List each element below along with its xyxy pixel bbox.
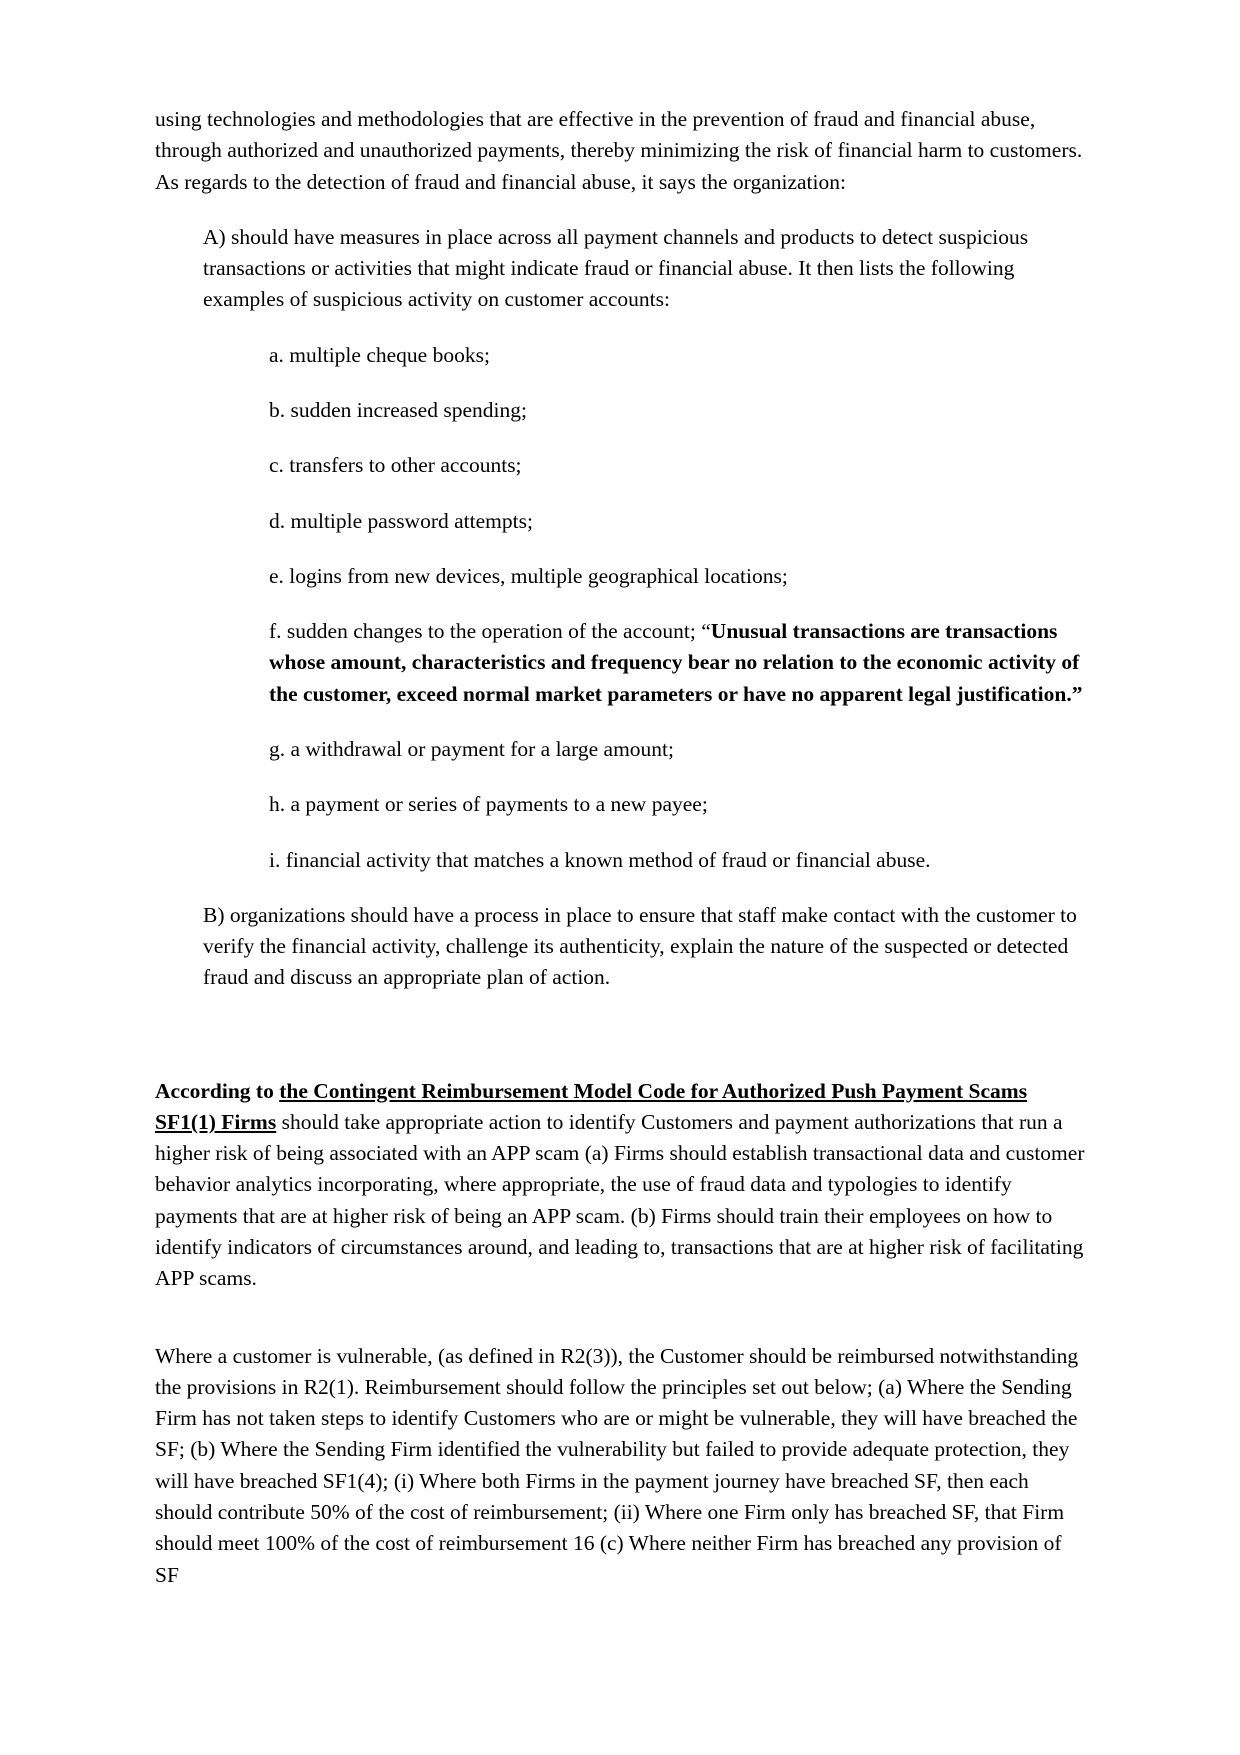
list-item-g: g. a withdrawal or payment for a large amount; xyxy=(269,736,674,761)
document-body xyxy=(155,104,1090,1591)
list-item-d: d. multiple password attempts; xyxy=(269,508,533,533)
list-item-a: a. multiple cheque books; xyxy=(269,342,490,367)
list-item-h: h. a payment or series of payments to a new payee; xyxy=(269,792,708,817)
crm-heading-body: should take appropriate action to identify Customers and payment authorizations that run a higher risk of being associated with an APP scam (a) Firms should establish transactional data and customer behavior analytics incorporating, where appropriate, the use of fraud data and typologies to identify payments that are at higher risk of being an APP scam. (b) Firms should train their employees on how to identify indicators of circumstances around, and leading to, transactions that are at higher risk of facilitating APP scams. xyxy=(155,1109,1085,1291)
list-item-e: e. logins from new devices, multiple geographical locations; xyxy=(269,563,788,588)
list-item-f xyxy=(269,616,1090,710)
section-spacer-2 xyxy=(155,1295,1090,1341)
clause-a-paragraph: A) should have measures in place across all payment channels and products to detect suspicious transactions or activities that might indicate fraud or financial abuse. It then lists the following examples of suspicious activity on customer accounts: xyxy=(203,224,1029,312)
clause-b-paragraph: B) organizations should have a process in place to ensure that staff make contact with the customer to verify the financial activity, challenge its authenticity, explain the nature of the suspected or detected fraud and discuss an appropriate plan of action. xyxy=(203,902,1077,990)
list-item-b: b. sudden increased spending; xyxy=(269,397,527,422)
list-item-c: c. transfers to other accounts; xyxy=(269,453,522,478)
intro-paragraph: using technologies and methodologies that are effective in the prevention of fraud and financial abuse, through authorized and unauthorized payments, thereby minimizing the risk of financial harm to customers. As regards to the detection of fraud and financial abuse, it says the organization: xyxy=(155,107,1083,194)
list-item-f-lead: f. sudden changes to the operation of the account; “ xyxy=(269,619,711,644)
crm-heading-lead: According to xyxy=(155,1078,280,1103)
crm-heading-underlined-title: the Contingent Reimbursement Model Code for Authorized Push Payment Scams SF1(1) Firms xyxy=(155,1078,1028,1134)
list-item-i: i. financial activity that matches a known method of fraud or financial abuse. xyxy=(269,847,931,872)
section-spacer-1 xyxy=(155,1018,1090,1076)
crm-code-paragraph xyxy=(155,1076,1090,1295)
list-item-f-quote: Unusual transactions are transactions whose amount, characteristics and frequency bear no relation to the economic activity of the customer, exceed normal market parameters or have no apparent legal justification.” xyxy=(269,619,1083,706)
vulnerable-customer-paragraph: Where a customer is vulnerable, (as defined in R2(3)), the Customer should be reimbursed notwithstanding the provisions in R2(1). Reimbursement should follow the principles set out below; (a) Where the Sending Firm has not taken steps to identify Customers who are or might be vulnerable, they will have breached the SF; (b) Where the Sending Firm identified the vulnerability but failed to provide adequate protection, they will have breached SF1(4); (i) Where both Firms in the payment journey have breached SF, then each should contribute 50% of the cost of reimbursement; (ii) Where one Firm only has breached SF, that Firm should meet 100% of the cost of reimbursement 16 (c) Where neither Firm has breached any provision of SF xyxy=(155,1343,1079,1587)
